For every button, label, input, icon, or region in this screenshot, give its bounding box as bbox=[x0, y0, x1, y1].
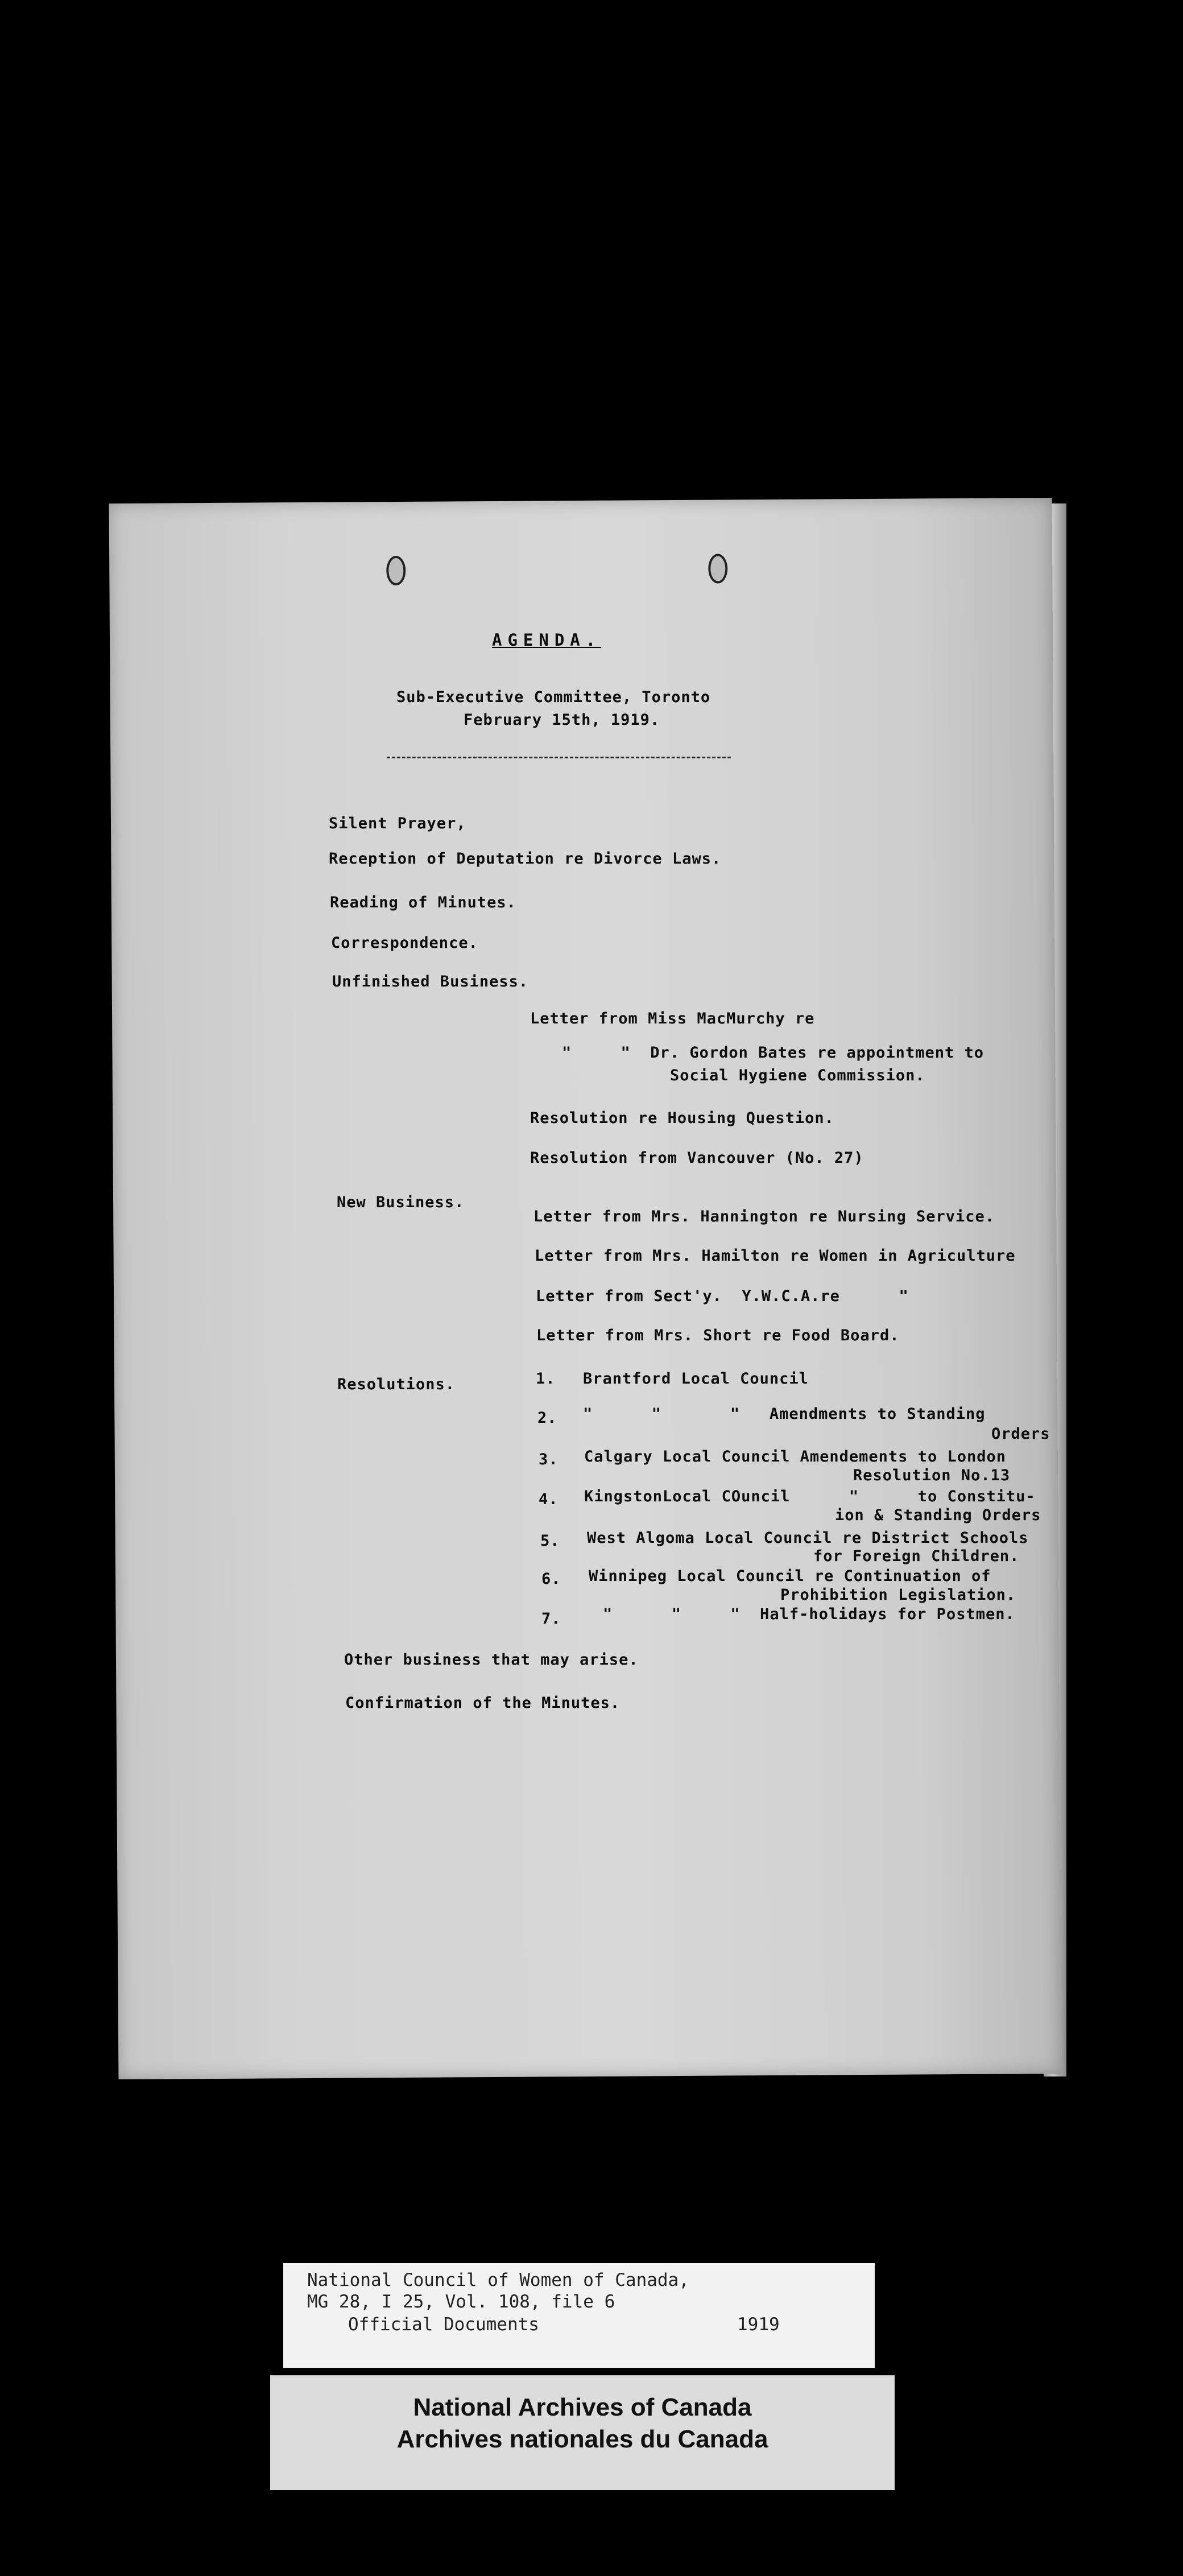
agenda-item: Unfinished Business. bbox=[332, 973, 529, 990]
new-business-letter: Letter from Mrs. Hannington re Nursing Service. bbox=[533, 1208, 995, 1225]
archive-label-line: MG 28, I 25, Vol. 108, file 6 bbox=[307, 2292, 615, 2312]
resolution-text-cont: Orders bbox=[991, 1425, 1050, 1443]
resolution-text-cont: ion & Standing Orders bbox=[835, 1506, 1041, 1524]
punch-hole-right bbox=[708, 554, 727, 583]
closing-item: Confirmation of the Minutes. bbox=[345, 1694, 621, 1712]
new-business-label: New Business. bbox=[337, 1194, 465, 1211]
archive-label-card bbox=[283, 2263, 875, 2368]
agenda-item: Reception of Deputation re Divorce Laws. bbox=[329, 850, 722, 868]
committee-heading: Sub-Executive Committee, Toronto bbox=[396, 688, 711, 706]
new-business-letter: Letter from Mrs. Short re Food Board. bbox=[536, 1327, 900, 1344]
archive-label-line: Official Documents bbox=[348, 2314, 539, 2335]
agenda-item: Correspondence. bbox=[331, 934, 478, 952]
resolution-text: West Algoma Local Council re District Schools bbox=[587, 1529, 1029, 1547]
new-business-letter: Letter from Mrs. Hamilton re Women in Agriculture bbox=[535, 1247, 1016, 1265]
resolution-text: Calgary Local Council Amendements to London bbox=[584, 1448, 1006, 1465]
resolutions-label: Resolutions. bbox=[337, 1376, 456, 1393]
archive-label-line: National Council of Women of Canada, bbox=[307, 2270, 689, 2290]
resolution-text: KingstonLocal COuncil " to Constitu- bbox=[584, 1488, 1036, 1505]
archives-banner bbox=[270, 2375, 895, 2490]
resolution-text: " " " Half-holidays for Postmen. bbox=[603, 1605, 1015, 1623]
resolution-text-cont: for Foreign Children. bbox=[813, 1547, 1020, 1565]
resolution-number: 6. bbox=[541, 1570, 561, 1588]
resolution-text-cont: Resolution No.13 bbox=[853, 1467, 1011, 1484]
resolution-number: 4. bbox=[539, 1491, 559, 1508]
resolution-text: " " " Amendments to Standing bbox=[583, 1405, 986, 1423]
agenda-title: AGENDA. bbox=[492, 630, 602, 650]
resolution-number: 3. bbox=[539, 1451, 559, 1468]
resolution-text-cont: Prohibition Legislation. bbox=[780, 1586, 1016, 1604]
resolution-number: 7. bbox=[541, 1610, 561, 1628]
new-business-letter: Letter from Sect'y. Y.W.C.A.re " bbox=[536, 1287, 909, 1305]
resolution-text: Brantford Local Council bbox=[583, 1370, 809, 1388]
unfinished-item: Resolution from Vancouver (No. 27) bbox=[530, 1149, 864, 1167]
date-heading: February 15th, 1919. bbox=[464, 711, 660, 729]
archive-label-year: 1919 bbox=[737, 2314, 780, 2335]
resolution-number: 5. bbox=[540, 1532, 560, 1550]
agenda-item: Silent Prayer, bbox=[329, 815, 466, 832]
banner-line-english: National Archives of Canada bbox=[413, 2393, 752, 2421]
banner-line-french: Archives nationales du Canada bbox=[396, 2425, 768, 2453]
dashed-rule bbox=[387, 757, 731, 758]
unfinished-item: " " Dr. Gordon Bates re appointment to bbox=[562, 1044, 984, 1062]
closing-item: Other business that may arise. bbox=[344, 1651, 639, 1669]
unfinished-item: Letter from Miss MacMurchy re bbox=[530, 1010, 815, 1027]
resolution-text: Winnipeg Local Council re Continuation of bbox=[589, 1567, 991, 1585]
resolution-number: 2. bbox=[537, 1409, 557, 1427]
agenda-item: Reading of Minutes. bbox=[330, 894, 516, 911]
resolution-number: 1. bbox=[536, 1370, 556, 1388]
unfinished-item: Resolution re Housing Question. bbox=[530, 1109, 834, 1127]
punch-hole-left bbox=[386, 556, 406, 585]
unfinished-item-cont: Social Hygiene Commission. bbox=[670, 1067, 925, 1084]
